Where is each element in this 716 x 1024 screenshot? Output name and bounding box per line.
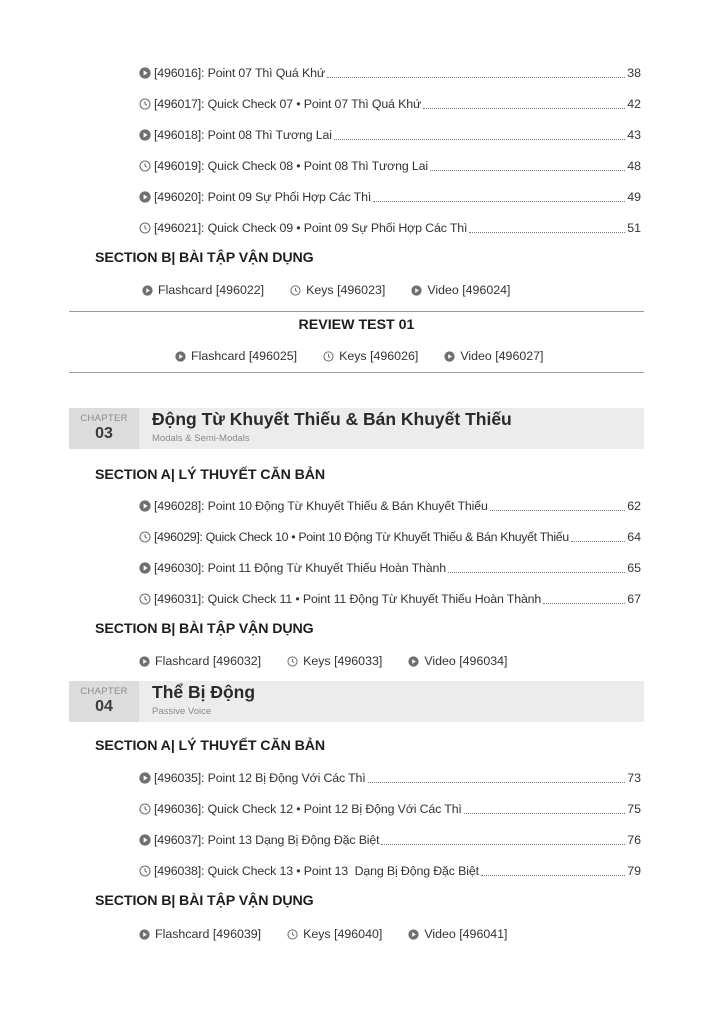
chapter-title: Thể Bị Động [152, 682, 256, 702]
page-number: 42 [627, 97, 641, 111]
dot-leader [381, 839, 625, 845]
video-link[interactable] [444, 349, 543, 363]
chapter-tag [69, 681, 139, 722]
clock-icon [323, 350, 336, 363]
clock-icon [139, 222, 152, 235]
resource-row [139, 925, 533, 943]
page-number: 64 [627, 530, 641, 544]
clock-icon [139, 865, 152, 878]
resource-row [142, 281, 536, 299]
toc-row[interactable] [139, 862, 641, 880]
divider [69, 311, 644, 312]
page-number: 48 [627, 159, 641, 173]
dot-leader [469, 227, 625, 233]
keys-link[interactable] [290, 283, 385, 297]
chapter-label: CHAPTER [80, 413, 128, 424]
play-icon [408, 928, 421, 941]
video-label: Video [496024] [427, 283, 511, 297]
toc-row-text: [496021]: Quick Check 09 • Point 09 Sự Phối Hợp Các Thì [154, 221, 468, 235]
dot-leader [423, 103, 625, 109]
page-number: 76 [627, 833, 641, 847]
page-number: 38 [627, 66, 641, 80]
dot-leader [464, 808, 625, 814]
dot-leader [430, 165, 625, 171]
page-number: 43 [627, 128, 641, 142]
dot-leader [368, 777, 626, 783]
toc-row-text: [496035]: Point 12 Bị Động Với Các Thì [154, 771, 366, 785]
play-icon [175, 350, 188, 363]
play-icon [139, 772, 152, 785]
section-a-title: SECTION A| LÝ THUYẾT CĂN BẢN [95, 738, 326, 754]
toc-row-text: [496019]: Quick Check 08 • Point 08 Thì Tương Lai [154, 159, 429, 173]
clock-icon [287, 928, 300, 941]
clock-icon [139, 803, 152, 816]
toc-row-text: [496018]: Point 08 Thì Tương Lai [154, 128, 332, 142]
video-label: Video [496041] [424, 927, 508, 941]
toc-row-text: [496028]: Point 10 Động Từ Khuyết Thiếu & Bán Khuyết Thiếu [154, 499, 488, 513]
video-link[interactable] [408, 927, 507, 941]
keys-label: Keys [496033] [303, 654, 383, 668]
play-icon [411, 284, 424, 297]
toc-row-text: [496017]: Quick Check 07 • Point 07 Thì Quá Khứ [154, 97, 422, 111]
page-number: 67 [627, 592, 641, 606]
flashcard-link[interactable] [139, 927, 261, 941]
toc-row-text: [496037]: Point 13 Dạng Bị Động Đặc Biệt [154, 833, 380, 847]
flashcard-link[interactable] [139, 654, 261, 668]
toc-row-text: [496031]: Quick Check 11 • Point 11 Động Từ Khuyết Thiếu Hoàn Thành [154, 592, 542, 606]
toc-row[interactable] [139, 95, 641, 113]
toc-row[interactable] [139, 64, 641, 82]
toc-row-text: [496038]: Quick Check 13 • Point 13 Dạng Bị Động Đặc Biệt [154, 864, 479, 878]
play-icon [444, 350, 457, 363]
resource-row [139, 652, 533, 670]
page-number: 79 [627, 864, 641, 878]
toc-row[interactable] [139, 590, 641, 608]
dot-leader [490, 505, 626, 511]
dot-leader [481, 870, 625, 876]
chapter-subtitle: Passive Voice [152, 706, 212, 717]
toc-row-text: [496016]: Point 07 Thì Quá Khứ [154, 66, 325, 80]
chapter-subtitle: Modals & Semi-Modals [152, 433, 250, 444]
dot-leader [448, 567, 625, 573]
play-icon [139, 928, 152, 941]
clock-icon [139, 98, 152, 111]
toc-row-text: [496036]: Quick Check 12 • Point 12 Bị Động Với Các Thì [154, 802, 462, 816]
toc-row-text: [496020]: Point 09 Sự Phối Hợp Các Thì [154, 190, 372, 204]
page-number: 75 [627, 802, 641, 816]
clock-icon [287, 655, 300, 668]
toc-row[interactable] [139, 157, 641, 175]
play-icon [139, 834, 152, 847]
flashcard-label: Flashcard [496032] [155, 654, 262, 668]
play-icon [142, 284, 155, 297]
flashcard-label: Flashcard [496025] [191, 349, 298, 363]
toc-row[interactable] [139, 219, 641, 237]
clock-icon [139, 160, 152, 173]
toc-row[interactable] [139, 188, 641, 206]
keys-link[interactable] [323, 349, 418, 363]
play-icon [408, 655, 421, 668]
keys-link[interactable] [287, 927, 382, 941]
dot-leader [571, 536, 625, 542]
section-b-title: SECTION B| BÀI TẬP VẬN DỤNG [95, 250, 314, 266]
play-icon [139, 562, 152, 575]
divider [69, 372, 644, 373]
clock-icon [139, 531, 152, 544]
section-a-title: SECTION A| LÝ THUYẾT CĂN BẢN [95, 467, 326, 483]
flashcard-link[interactable] [175, 349, 297, 363]
toc-row[interactable] [139, 126, 641, 144]
video-link[interactable] [411, 283, 510, 297]
play-icon [139, 191, 152, 204]
toc-row[interactable] [139, 528, 641, 546]
page-number: 73 [627, 771, 641, 785]
keys-label: Keys [496023] [306, 283, 386, 297]
page-number: 49 [627, 190, 641, 204]
page-number: 65 [627, 561, 641, 575]
chapter-tag [69, 408, 139, 449]
play-icon [139, 129, 152, 142]
play-icon [139, 655, 152, 668]
video-label: Video [496034] [424, 654, 508, 668]
play-icon [139, 67, 152, 80]
toc-row[interactable] [139, 559, 641, 577]
flashcard-label: Flashcard [496022] [158, 283, 265, 297]
dot-leader [327, 72, 625, 78]
page-number: 62 [627, 499, 641, 513]
chapter-number: 03 [95, 425, 113, 442]
dot-leader [373, 196, 625, 202]
toc-row[interactable] [139, 769, 641, 787]
dot-leader [543, 598, 625, 604]
toc-row-text: [496030]: Point 11 Động Từ Khuyết Thiếu Hoàn Thành [154, 561, 446, 575]
chapter-title: Động Từ Khuyết Thiếu & Bán Khuyết Thiếu [152, 409, 512, 429]
clock-icon [139, 593, 152, 606]
flashcard-label: Flashcard [496039] [155, 927, 262, 941]
resource-row [175, 347, 569, 365]
dot-leader [334, 134, 625, 140]
chapter-number: 04 [95, 698, 113, 715]
toc-row-text: [496029]: Quick Check 10 • Point 10 Động Từ Khuyết Thiếu & Bán Khuyết Thiếu [154, 530, 569, 544]
flashcard-link[interactable] [142, 283, 264, 297]
play-icon [139, 500, 152, 513]
page-number: 51 [627, 221, 641, 235]
toc-row[interactable] [139, 831, 641, 849]
chapter-header [69, 681, 644, 722]
section-b-title: SECTION B| BÀI TẬP VẬN DỤNG [95, 621, 314, 637]
keys-link[interactable] [287, 654, 382, 668]
toc-row[interactable] [139, 800, 641, 818]
video-link[interactable] [408, 654, 507, 668]
chapter-header [69, 408, 644, 449]
keys-label: Keys [496040] [303, 927, 383, 941]
video-label: Video [496027] [460, 349, 544, 363]
clock-icon [290, 284, 303, 297]
review-test-title: REVIEW TEST 01 [298, 317, 415, 333]
section-b-title: SECTION B| BÀI TẬP VẬN DỤNG [95, 893, 314, 909]
toc-row[interactable] [139, 497, 641, 515]
keys-label: Keys [496026] [339, 349, 419, 363]
chapter-label: CHAPTER [80, 686, 128, 697]
